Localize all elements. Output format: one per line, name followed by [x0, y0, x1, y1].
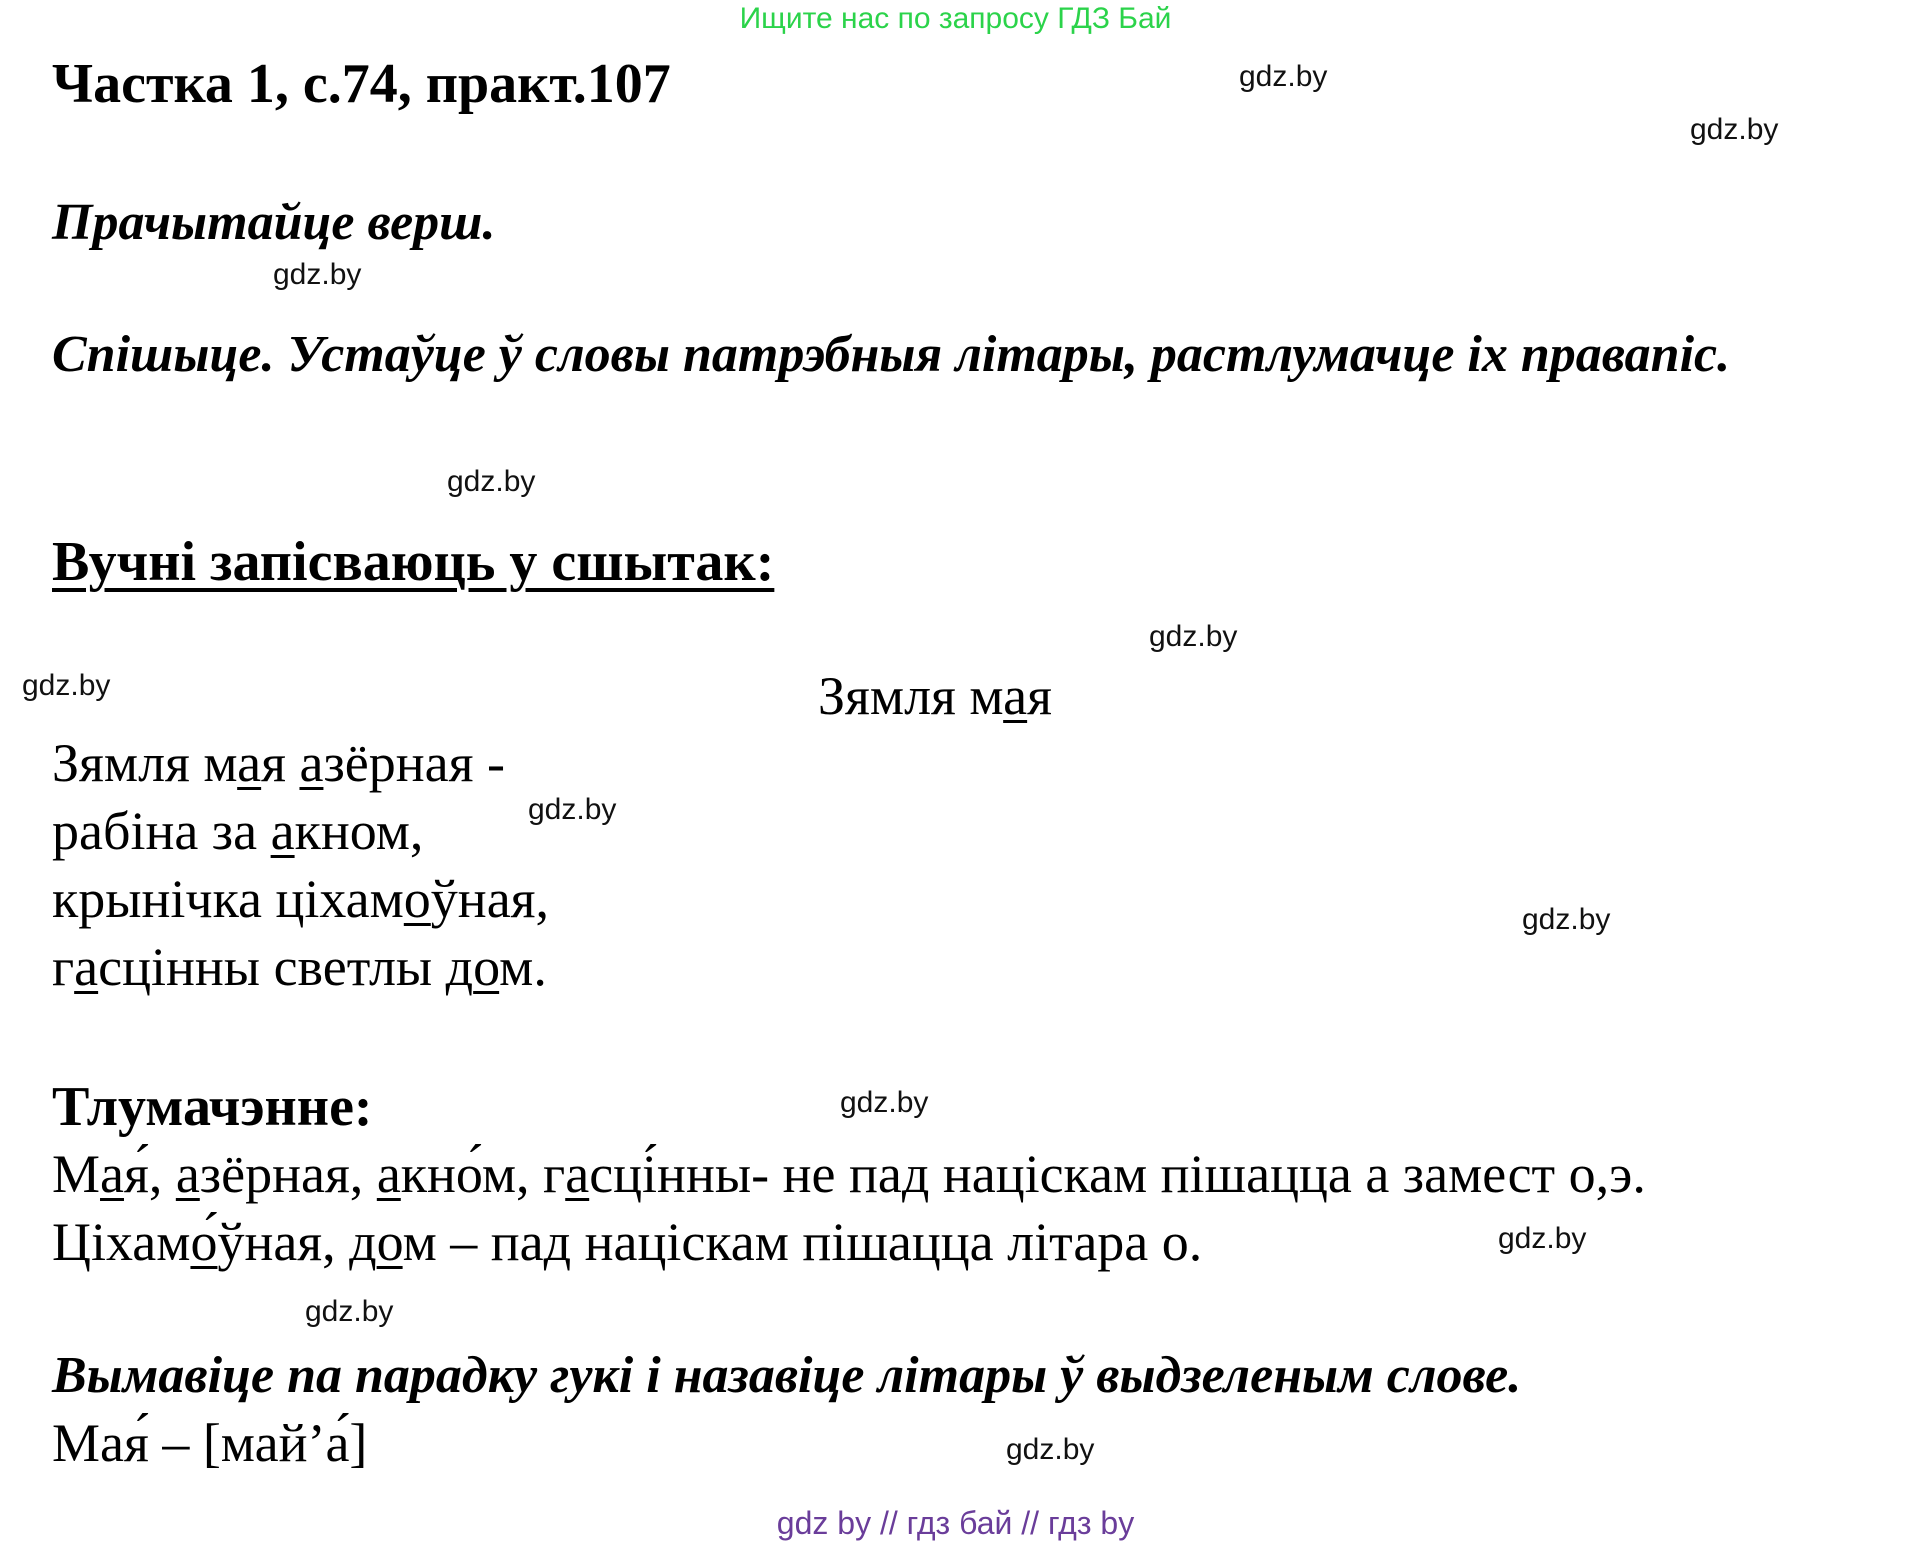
watermark: gdz.by: [22, 669, 111, 702]
task-copy-instruction: Спішыце. Устаўце ў словы патрэбныя літары, растлумачце іх правапіс.: [52, 326, 1731, 383]
watermark: gdz.by: [1149, 620, 1238, 653]
explanation-line: Ціхамо́ўная, дом – пад націскам пішацца літара о.: [52, 1212, 1203, 1272]
watermark: gdz.by: [447, 465, 536, 498]
page-title: Частка 1, с.74, практ.107: [52, 53, 671, 115]
watermark: gdz.by: [1239, 60, 1328, 93]
explanation-heading: Тлумачэнне:: [52, 1076, 373, 1138]
poem-line: рабіна за акном,: [52, 801, 424, 861]
watermark: gdz.by: [1690, 113, 1779, 146]
watermark: gdz.by: [1498, 1222, 1587, 1255]
task-read-heading: Прачытайце верш.: [52, 194, 496, 251]
explanation-line: Мая́, азёрная, акно́м, гасці́нны- не пад націскам пішацца а замест о,э.: [52, 1144, 1646, 1204]
poem-body: [52, 732, 549, 1004]
watermark: gdz.by: [840, 1086, 929, 1119]
footer-watermark: gdz by // гдз бай // гдз by: [776, 1505, 1135, 1541]
students-write-heading: Вучні запісваюць у сшытак:: [52, 531, 775, 593]
task-sounds-heading: Вымавіце па парадку гукі і назавіце літары ў выдзеленым слове.: [52, 1347, 1522, 1404]
search-banner: Ищите нас по запросу ГДЗ Бай: [739, 2, 1172, 35]
answer-transcription: Мая́ – [май’а́]: [52, 1413, 368, 1473]
watermark: gdz.by: [1522, 903, 1611, 936]
poem-line: Зямля мая азёрная -: [52, 733, 505, 793]
watermark: gdz.by: [273, 258, 362, 291]
watermark: gdz.by: [1006, 1433, 1095, 1466]
poem-line: крынічка ціхамоўная,: [52, 869, 550, 929]
watermark: gdz.by: [528, 793, 617, 826]
watermark: gdz.by: [305, 1295, 394, 1328]
poem-line: гасцінны светлы дом.: [52, 937, 547, 997]
poem-title: Зямля мая: [818, 666, 1052, 726]
explanation-text: [52, 1143, 1646, 1279]
